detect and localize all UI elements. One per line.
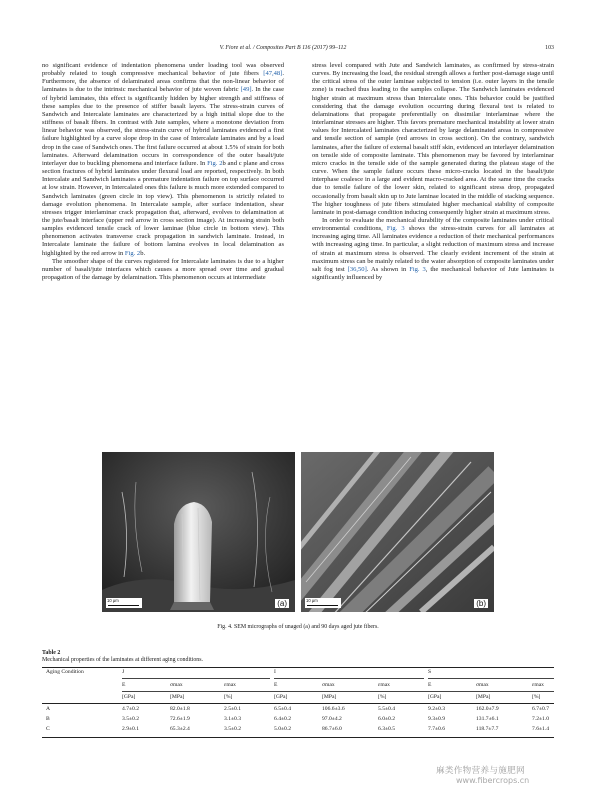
figure-link[interactable]: Fig. 3 [409, 265, 426, 273]
subheader-epsilon: εmax [224, 682, 236, 688]
right-column [312, 62, 554, 282]
table-cell: 6.0±0.2 [378, 716, 396, 722]
table-cell: 9.2±0.3 [428, 706, 446, 712]
row-label: C [46, 726, 50, 732]
subheader-e: E [428, 682, 432, 688]
table-cell: 118.7±7.7 [476, 726, 499, 732]
figure-link[interactable]: Fig. 3 [386, 225, 405, 233]
sem-image-aged [301, 452, 494, 612]
table-cell: 86.7±6.0 [322, 726, 342, 732]
table-cell: 7.6±1.4 [532, 726, 550, 732]
table-cell: 5.5±0.4 [378, 706, 396, 712]
group-header-i: I [274, 669, 276, 675]
reference-link[interactable]: [47,48] [263, 70, 283, 78]
table-cell: 82.0±1.8 [170, 706, 190, 712]
table-cell: 2.9±0.1 [122, 726, 140, 732]
subheader-epsilon: εmax [532, 682, 544, 688]
group-rule-s [428, 678, 554, 679]
unit-mpa: [MPa] [170, 694, 185, 700]
reference-link[interactable]: [36,50] [347, 265, 367, 273]
unit-mpa: [MPa] [476, 694, 491, 700]
watermark-text: 麻类作物营养与施肥网 [436, 766, 525, 776]
table-cell: 6.5±0.4 [274, 706, 292, 712]
table-header-rule [42, 703, 554, 704]
table-cell: 6.7±0.7 [532, 706, 550, 712]
unit-percent: [%] [378, 694, 387, 700]
unit-mpa: [MPa] [322, 694, 337, 700]
subheader-rule [122, 691, 554, 692]
page-number: 103 [545, 45, 554, 51]
table-cell: 7.7±0.6 [428, 726, 446, 732]
table-cell: 65.3±2.4 [170, 726, 190, 732]
reference-link[interactable]: [49] [240, 86, 252, 94]
scale-bar-a: 10 μm [106, 598, 142, 608]
sem-micrograph-aged [301, 452, 494, 612]
table-2 [42, 650, 554, 739]
header-aging-condition: Aging Condition [46, 669, 84, 675]
table-cell: 9.3±0.9 [428, 716, 446, 722]
right-paragraph-2: In order to evaluate the mechanical durability of the composite laminates under critical environmental conditions, Fig. 3 shows the stress-strain curves for all laminates at increasing aging time. All laminates evidence a reduction of their mechanical performances with increasing aging time. In particular, a slight reduction of maximum stress and increase of strain at maximum stress is observed. The clearly evident increment of the strain at maximum stress can be mainly related to the water absorption of composite laminates under salt fog test [36,50]. As shown in Fig. 3, the mechanical behavior of Jute laminates is significantly influenced by [312, 216, 555, 282]
subheader-sigma: σmax [476, 682, 489, 688]
table-title: Table 2 [42, 650, 61, 656]
group-rule-j [122, 678, 270, 679]
group-header-s: S [428, 669, 432, 675]
left-paragraph-1: no significant evidence of indentation phenomena under loading tool was observed probably related to tough compressive mechanical behavior of jute fibers [47,48]. Furthermore, the absence of delaminated areas confirms that the non-linear behavior of laminates is due to the intrinsic mechanical behavior of jute woven fabric [49]. In the case of hybrid laminates, this effect is significantly hidden by higher strength and stiffness of these samples due to the presence of stiffer basalt layers. The stress-strain curves of Sandwich and Intercalate laminates are characterized by a high initial slope due to the stiffness of basalt fibers. In contrast with Jute samples, where a monotone deviation from linear behavior was observed, the stress-strain curve of hybrid laminates evidenced a first failure highlighted by a curve slope drop in the case of Intercalate laminates and by a load drop in the case of Sandwich ones. The first failure occurred at about 1.5% of strain for both laminates. Afterward delamination occurs in correspondence of the outer basalt/jute interlayer due to buckling phenomena and interface failure. In Fig. 2b and c plane and cross section fractures of hybrid laminates under flexural load are reported, respectively. In both Intercalate and Sandwich laminates a premature indentation failure on top surface occurred at low strain. However, in Intercalated ones this failure is much more extended compared to Sandwich laminates (green circle in top view). This phenomenon is strictly related to damage evolution phenomena. In Intercalate sample, after surface indentation, shear stresses trigger interlaminar crack propagation that, afterward, evolves to delamination at the jute/basalt interface (upper red arrow in cross section image). At increasing strain both samples evidenced tensile crack of lower laminae (blue circle in bottom view). This phenomenon activates transverse crack propagation in sandwich laminate. Instead, in Intercalate laminate the failure of bottom lamina evolves in local delamination as highlighted by the red arrow in Fig. 2b. [42, 62, 284, 257]
figure-link[interactable]: Fig. 2 [124, 249, 141, 257]
subheader-sigma: σmax [322, 682, 335, 688]
sem-image-unaged [102, 452, 295, 612]
subheader-sigma: σmax [170, 682, 183, 688]
watermark-url: www.fibercrops.cn [456, 776, 530, 785]
running-title: V. Fiore et al. / Composites Part B 116 (2017) 99–112 [219, 45, 347, 51]
unit-gpa: [GPa] [274, 694, 288, 700]
table-cell: 162.0±7.9 [476, 706, 499, 712]
table-cell: 3.5±0.2 [224, 726, 242, 732]
sem-micrograph-unaged [102, 452, 295, 612]
subheader-e: E [274, 682, 278, 688]
table-cell: 2.5±0.1 [224, 706, 242, 712]
unit-percent: [%] [224, 694, 233, 700]
table-cell: 3.5±0.2 [122, 716, 140, 722]
panel-label-b: (b) [476, 599, 486, 608]
table-description: Mechanical properties of the laminates at different aging conditions. [42, 657, 204, 663]
table-body [42, 667, 554, 739]
unit-gpa: [GPa] [122, 694, 136, 700]
panel-label-a: (a) [277, 599, 287, 608]
table-cell: 7.2±1.0 [532, 716, 550, 722]
table-cell: 131.7±6.1 [476, 716, 499, 722]
table-cell: 3.1±0.3 [224, 716, 242, 722]
right-paragraph-1: stress level compared with Jute and Sandwich laminates, as confirmed by stress-strain curves. By increasing the load, the residual strength allows a further post-damage stage until the critical stress of the outer laminae subjected to tension (i.e. outer layers in the tensile zone) is reached thus leading to the samples collapse. The Sandwich laminates evidenced higher strain at maximum stress than Intercalate ones. This behavior could be justified considering that the damage evolution occurring during flexural test is related to delaminations that propagate preferentially on dissimilar interlaminae where the interlaminar stresses are higher. This favors premature mechanical instability at lower strain values for Intercalated laminates characterized by large delaminated areas in compressive and tensile section of sample (red arrows in cross section). On the contrary, sandwich laminates, after the failure of external basalt stiff skin, evidenced an interlayer delamination on tensile side of composite laminate. This phenomenon may be favored by interlaminar micro cracks in the tensile side of the sample generated during the plateau stage of the curve. When the sample failure occurs these micro-cracks located in the basalt/jute interphase coalesce in a large and evident macro-cracked area. At the same time the cracks due to tensile failure of the lower skin, related to significant stress drop, propagated occasionally from basalt skin up to Jute laminae located in the middle of stacking sequence. The higher toughness of jute fibers stimulated higher mechanical stability of composite laminate in post-damage condition inducing consequently higher strain at maximum stress. [312, 62, 554, 216]
table-cell: 72.6±1.9 [170, 716, 190, 722]
subheader-epsilon: εmax [378, 682, 390, 688]
figure-link[interactable]: Fig. 2 [207, 159, 223, 167]
table-cell: 5.0±0.2 [274, 726, 292, 732]
table-cell: 6.4±0.2 [274, 716, 292, 722]
figure-caption: Fig. 4. SEM micrographs of unaged (a) and 90 days aged jute fibers. [217, 624, 379, 630]
left-paragraph-2: The smoother shape of the curves registered for Intercalate laminates is due to a higher number of basalt/jute interfaces which causes a more spread over time and gradual propagation of the damage by delamination. This phenomenon occurs at intermediate [42, 257, 284, 282]
table-top-rule [42, 667, 554, 668]
unit-percent: [%] [532, 694, 541, 700]
row-label: A [46, 706, 51, 712]
running-header [42, 45, 554, 57]
group-header-j: J [122, 669, 125, 675]
unit-gpa: [GPa] [428, 694, 442, 700]
row-label: B [46, 716, 50, 722]
scale-bar-b: 10 μm [305, 598, 341, 608]
table-cell: 106.6±3.6 [322, 706, 345, 712]
figure-4 [102, 452, 494, 612]
table-cell: 97.0±4.2 [322, 716, 342, 722]
table-cell: 4.7±0.2 [122, 706, 140, 712]
group-rule-i [274, 678, 424, 679]
table-bottom-rule [42, 737, 554, 738]
subheader-e: E [122, 682, 126, 688]
table-cell: 6.3±0.5 [378, 726, 396, 732]
left-column [42, 62, 284, 282]
